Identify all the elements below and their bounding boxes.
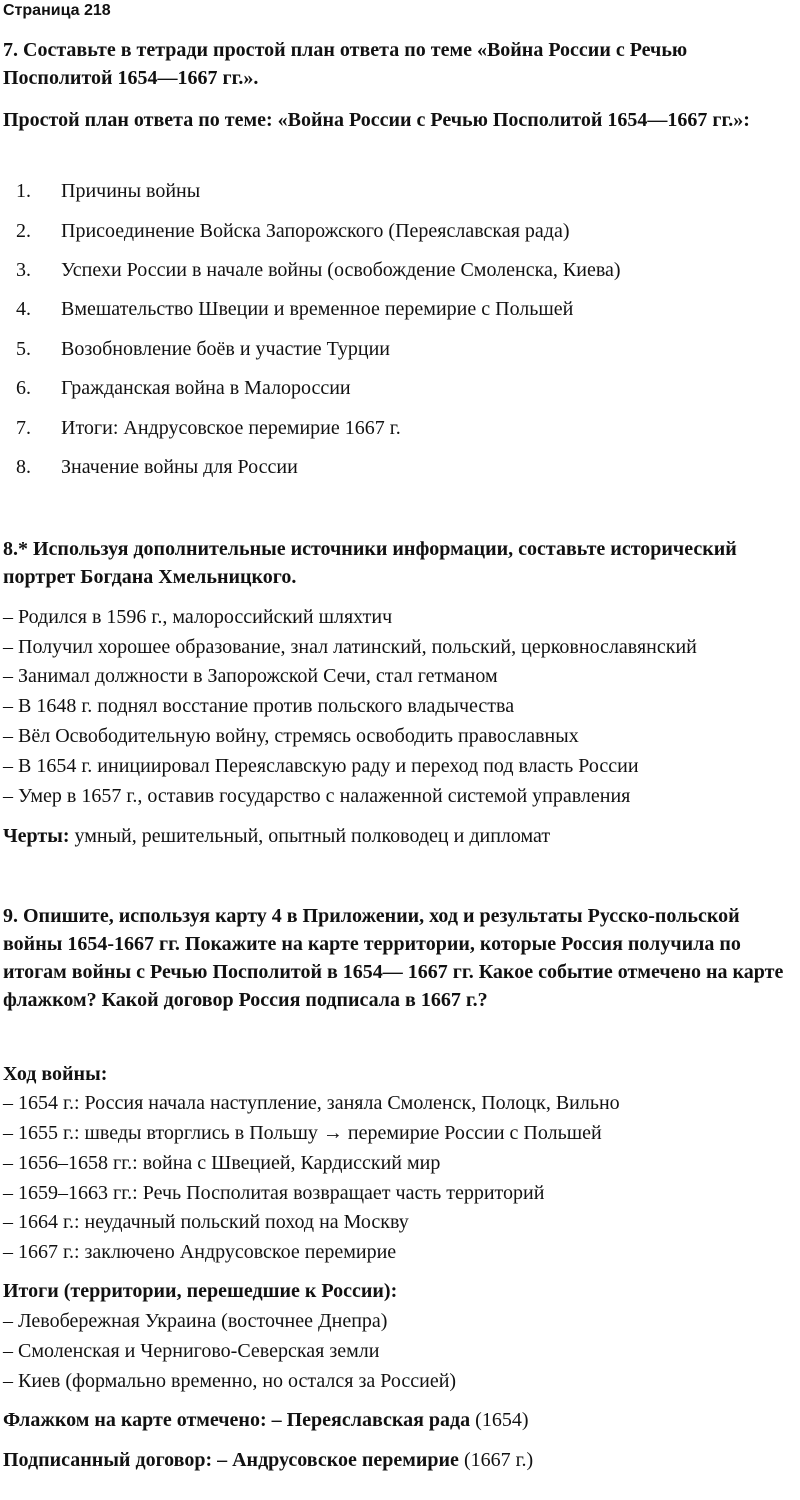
list-item-number: 8. xyxy=(16,456,31,478)
list-item-text: Гражданская война в Малороссии xyxy=(61,377,351,399)
course-line: – 1654 г.: Россия начала наступление, заняла Смоленск, Полоцк, Вильно xyxy=(3,1092,620,1114)
flag-value: (1654) xyxy=(470,1409,529,1431)
list-item-text: Причины войны xyxy=(61,180,201,202)
treaty-answer xyxy=(3,1447,533,1473)
page-label: Страница 218 xyxy=(3,2,111,19)
task8-question: 8.* Используя дополнительные источники информации, составьте исторический портрет Богдана Хмельницкого. xyxy=(3,538,737,588)
list-item-text: Возобновление боёв и участие Турции xyxy=(61,338,390,360)
result-line: – Киев (формально временно, но остался за Россией) xyxy=(3,1370,457,1392)
traits-label: Черты: xyxy=(3,825,70,847)
course-line: – 1664 г.: неудачный польский поход на Москву xyxy=(3,1211,409,1233)
fact-line: – Вёл Освободительную войну, стремясь освободить православных xyxy=(3,725,579,747)
task8-traits xyxy=(3,823,550,849)
treaty-value: (1667 г.) xyxy=(458,1449,534,1471)
course-line: – 1655 г.: шведы вторглись в Польшу → перемирие России с Польшей xyxy=(3,1122,602,1144)
course-line: – 1656–1658 гг.: война с Швецией, Кардисский мир xyxy=(3,1152,441,1174)
traits-text: умный, решительный, опытный полководец и дипломат xyxy=(69,825,551,847)
task7-answer-heading: Простой план ответа по теме: «Война России с Речью Посполитой 1654—1667 гг.»: xyxy=(3,109,750,131)
list-item-text: Значение войны для России xyxy=(61,456,298,478)
fact-line: – В 1648 г. поднял восстание против польского владычества xyxy=(3,695,515,717)
task7-question: 7. Составьте в тетради простой план ответа по теме «Война России с Речью Посполитой 1654—1667 гг.». xyxy=(3,39,688,89)
list-item-number: 7. xyxy=(16,417,31,439)
list-item-number: 1. xyxy=(16,180,31,202)
list-item-number: 2. xyxy=(16,220,31,242)
treaty-label: Подписанный договор: – Андрусовское перемирие xyxy=(3,1449,459,1471)
course-line: – 1667 г.: заключено Андрусовское перемирие xyxy=(3,1241,397,1263)
result-line: – Смоленская и Чернигово-Северская земли xyxy=(3,1340,380,1362)
fact-line: – Получил хорошее образование, знал латинский, польский, церковнославянский xyxy=(3,636,697,658)
list-item-number: 5. xyxy=(16,338,31,360)
list-item-text: Вмешательство Швеции и временное перемирие с Польшей xyxy=(61,298,574,320)
list-item-number: 6. xyxy=(16,377,31,399)
result-line: – Левобережная Украина (восточнее Днепра) xyxy=(3,1310,388,1332)
course-heading: Ход войны: xyxy=(3,1063,108,1085)
fact-line: – Занимал должности в Запорожской Сечи, стал гетманом xyxy=(3,665,498,687)
list-item-number: 3. xyxy=(16,259,31,281)
list-item-text: Успехи России в начале войны (освобождение Смоленска, Киева) xyxy=(61,259,621,281)
fact-line: – Родился в 1596 г., малороссийский шляхтич xyxy=(3,606,393,628)
flag-answer xyxy=(3,1407,529,1433)
list-item-text: Итоги: Андрусовское перемирие 1667 г. xyxy=(61,417,401,439)
list-item-number: 4. xyxy=(16,298,31,320)
fact-line: – В 1654 г. инициировал Переяславскую раду и переход под власть России xyxy=(3,755,639,777)
fact-line: – Умер в 1657 г., оставив государство с налаженной системой управления xyxy=(3,785,631,807)
task9-question: 9. Опишите, используя карту 4 в Приложении, ход и результаты Русско-польской войны 1654-1667 гг. Покажите на карте территории, которые Россия получила по итогам войны с Речью Посполитой в 1654— 1667 гг. Какое событие отмечено на карте флажком? Какой договор Россия подписала в 1667 г.? xyxy=(3,905,784,1011)
results-heading: Итоги (территории, перешедшие к России): xyxy=(3,1280,398,1302)
course-line: – 1659–1663 гг.: Речь Посполитая возвращает часть территорий xyxy=(3,1182,545,1204)
flag-label: Флажком на карте отмечено: – Переяславская рада xyxy=(3,1409,471,1431)
list-item-text: Присоединение Войска Запорожского (Переяславская рада) xyxy=(61,220,570,242)
